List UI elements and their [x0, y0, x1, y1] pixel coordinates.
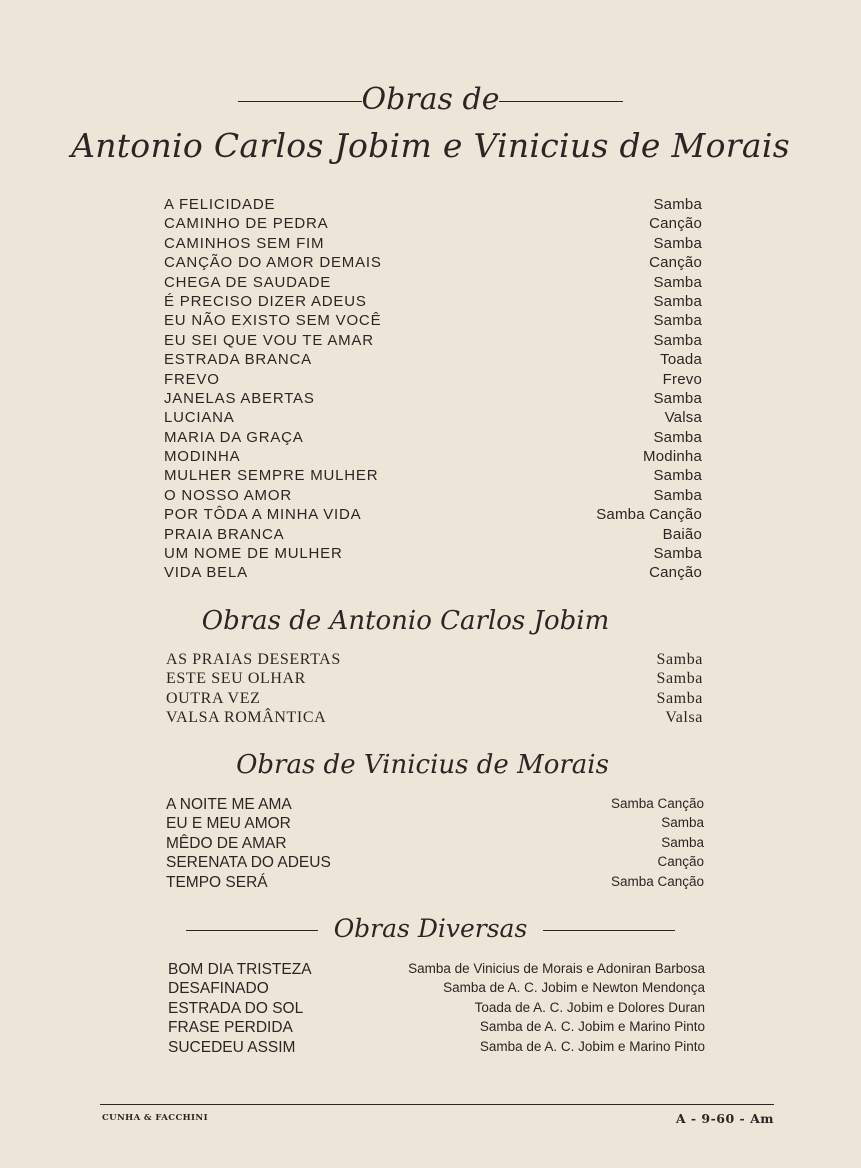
- work-row: [168, 1000, 705, 1019]
- work-title: MODINHA: [164, 448, 241, 466]
- work-genre: Modinha: [643, 448, 702, 466]
- work-genre: Samba: [653, 545, 702, 563]
- jobim-works-list: [166, 651, 703, 729]
- work-row: [166, 854, 704, 873]
- work-title: ESTRADA DO SOL: [168, 999, 304, 1017]
- work-title: MARIA DA GRAÇA: [164, 428, 304, 446]
- work-title: CHEGA DE SAUDADE: [164, 273, 332, 291]
- work-title: EU SEI QUE VOU TE AMAR: [164, 331, 374, 349]
- work-row: [166, 709, 703, 728]
- work-row: [164, 526, 702, 545]
- work-genre: Samba de Vinicius de Morais e Adoniran Barbosa: [408, 961, 705, 976]
- work-row: [164, 545, 702, 564]
- heading-rule-left: [238, 101, 362, 102]
- work-genre: Samba: [653, 196, 702, 213]
- work-genre: Samba: [653, 312, 702, 330]
- work-genre: Samba: [661, 834, 704, 850]
- work-genre: Samba de A. C. Jobim e Marino Pinto: [479, 1019, 705, 1035]
- work-genre: Samba Canção: [610, 873, 704, 889]
- work-title: DESAFINADO: [168, 980, 269, 998]
- heading-rule-right: [543, 930, 675, 931]
- work-title: FREVO: [164, 370, 220, 388]
- work-row: [164, 312, 702, 331]
- work-title: ESTRADA BRANCA: [164, 351, 312, 369]
- work-title: VALSA ROMÂNTICA: [166, 709, 327, 727]
- work-row: [166, 835, 704, 854]
- work-genre: Samba: [656, 651, 703, 668]
- work-title: AS PRAIAS DESERTAS: [166, 651, 341, 668]
- work-row: [164, 506, 702, 525]
- work-title: O NOSSO AMOR: [164, 486, 292, 504]
- work-row: [164, 196, 702, 215]
- work-genre: Samba: [653, 331, 702, 349]
- work-row: [166, 796, 704, 815]
- heading-obras-de-text: Obras de: [361, 82, 500, 117]
- work-title: A NOITE ME AMA: [166, 796, 292, 813]
- heading-diversas-text: Obras Diversas: [333, 914, 528, 943]
- heading-rule-right: [499, 101, 623, 102]
- work-title: OUTRA VEZ: [166, 689, 261, 707]
- section-heading-obras-de: [0, 82, 861, 117]
- work-row: [168, 1019, 705, 1038]
- work-genre: Samba: [656, 689, 703, 707]
- work-genre: Samba: [656, 670, 703, 688]
- work-title: EU E MEU AMOR: [166, 815, 291, 833]
- work-row: [166, 651, 703, 670]
- work-genre: Canção: [657, 854, 704, 870]
- work-genre: Samba: [653, 292, 702, 310]
- work-row: [164, 215, 702, 234]
- work-genre: Valsa: [664, 409, 702, 427]
- work-title: EU NÃO EXISTO SEM VOCÊ: [164, 312, 382, 330]
- work-row: [166, 670, 703, 689]
- work-row: [166, 815, 704, 834]
- joint-works-list: [164, 196, 702, 584]
- catalog-code: A - 9-60 - Am: [675, 1111, 774, 1126]
- work-title: SERENATA DO ADEUS: [166, 854, 331, 872]
- work-genre: Samba Canção: [610, 796, 704, 811]
- work-title: JANELAS ABERTAS: [164, 389, 315, 407]
- work-genre: Toada de A. C. Jobim e Dolores Duran: [474, 999, 705, 1015]
- work-row: [168, 961, 705, 980]
- work-row: [164, 564, 702, 583]
- work-title: LUCIANA: [164, 409, 235, 427]
- work-title: CAMINHOS SEM FIM: [164, 234, 325, 252]
- work-title: POR TÔDA A MINHA VIDA: [164, 506, 362, 524]
- work-title: VIDA BELA: [164, 564, 248, 582]
- work-row: [164, 487, 702, 506]
- work-title: MULHER SEMPRE MULHER: [164, 467, 379, 485]
- work-row: [168, 1039, 705, 1058]
- work-title: PRAIA BRANCA: [164, 525, 285, 543]
- publisher-name: CUNHA & FACCHINI: [102, 1113, 208, 1123]
- work-genre: Frevo: [662, 370, 702, 388]
- work-row: [168, 980, 705, 999]
- work-genre: Samba: [653, 428, 702, 446]
- work-row: [166, 874, 704, 893]
- work-genre: Toada: [660, 351, 702, 369]
- vinicius-section-heading: Obras de Vinicius de Morais: [236, 750, 609, 780]
- work-row: [164, 390, 702, 409]
- work-genre: Samba: [653, 234, 702, 252]
- work-row: [164, 235, 702, 254]
- work-row: [164, 254, 702, 273]
- work-genre: Samba: [653, 273, 702, 291]
- heading-rule-left: [186, 930, 318, 931]
- work-title: É PRECISO DIZER ADEUS: [164, 292, 367, 310]
- work-title: MÊDO DE AMAR: [166, 834, 287, 852]
- work-title: FRASE PERDIDA: [168, 1019, 293, 1037]
- work-row: [164, 467, 702, 486]
- diversas-section-heading: [0, 914, 861, 943]
- work-genre: Canção: [649, 215, 702, 233]
- work-title: CANÇÃO DO AMOR DEMAIS: [164, 254, 382, 272]
- page-footer: [100, 1104, 774, 1126]
- work-title: BOM DIA TRISTEZA: [168, 961, 312, 978]
- work-genre: Samba Canção: [596, 506, 702, 524]
- work-genre: Samba: [653, 389, 702, 407]
- work-title: A FELICIDADE: [164, 196, 276, 213]
- work-genre: Samba de A. C. Jobim e Marino Pinto: [479, 1038, 705, 1054]
- diverse-works-list: [168, 961, 705, 1058]
- work-genre: Samba: [653, 486, 702, 504]
- work-row: [164, 332, 702, 351]
- authors-heading: Antonio Carlos Jobim e Vinicius de Morais: [71, 126, 790, 165]
- work-title: TEMPO SERÁ: [166, 873, 268, 891]
- work-row: [164, 409, 702, 428]
- work-title: ESTE SEU OLHAR: [166, 670, 306, 688]
- work-row: [164, 274, 702, 293]
- work-genre: Valsa: [665, 709, 703, 727]
- work-row: [164, 371, 702, 390]
- work-genre: Samba: [653, 467, 702, 485]
- work-genre: Canção: [649, 564, 702, 582]
- work-title: CAMINHO DE PEDRA: [164, 215, 329, 233]
- work-row: [164, 351, 702, 370]
- work-row: [164, 429, 702, 448]
- jobim-section-heading: Obras de Antonio Carlos Jobim: [201, 606, 610, 636]
- work-genre: Canção: [649, 254, 702, 272]
- work-genre: Samba de A. C. Jobim e Newton Mendonça: [443, 980, 705, 996]
- vinicius-works-list: [166, 796, 704, 893]
- work-row: [166, 690, 703, 709]
- work-title: UM NOME DE MULHER: [164, 545, 343, 563]
- work-genre: Samba: [661, 815, 704, 831]
- work-row: [164, 448, 702, 467]
- work-title: SUCEDEU ASSIM: [168, 1038, 296, 1056]
- work-genre: Baião: [662, 525, 702, 543]
- work-row: [164, 293, 702, 312]
